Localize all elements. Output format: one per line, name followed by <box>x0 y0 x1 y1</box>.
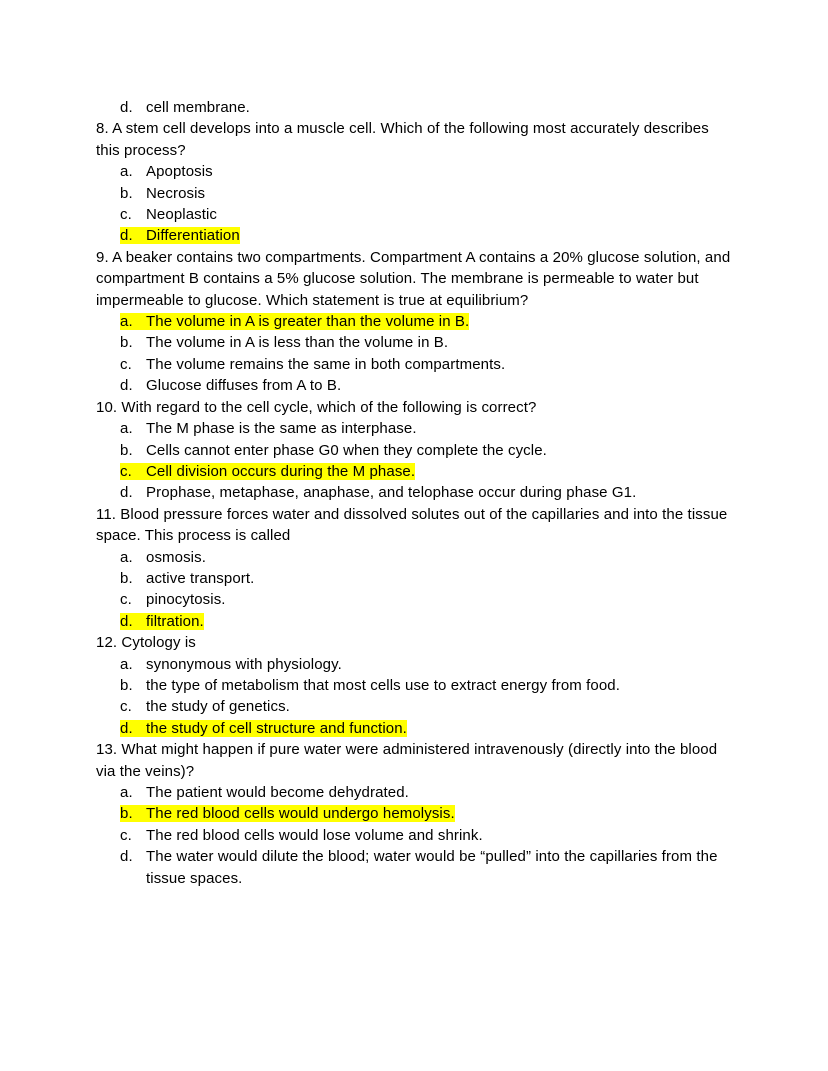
question-text: 8. A stem cell develops into a muscle cell. Which of the following most accurately describes this process? <box>96 120 709 159</box>
answer-option <box>120 698 290 715</box>
option-text: Differentiation <box>146 227 240 245</box>
answer-option <box>120 677 620 694</box>
option-row <box>96 375 732 396</box>
option-text: Neoplastic <box>146 206 218 224</box>
option-text: filtration. <box>146 612 204 630</box>
answer-option <box>120 163 213 180</box>
answer-option <box>120 656 342 673</box>
option-letter: b. <box>120 334 133 352</box>
highlighted-answer <box>120 613 204 630</box>
answer-option <box>120 827 483 844</box>
option-row <box>96 204 732 225</box>
option-text: The volume in A is less than the volume in B. <box>146 334 449 352</box>
option-text: pinocytosis. <box>146 591 226 609</box>
option-letter: b. <box>120 805 133 823</box>
option-row <box>96 675 732 696</box>
option-letter: c. <box>120 826 132 844</box>
option-row <box>96 846 732 889</box>
option-letter: d. <box>120 99 133 116</box>
option-row <box>96 611 732 632</box>
answer-option <box>120 334 448 351</box>
answer-option <box>120 848 718 886</box>
option-row <box>96 225 732 246</box>
option-text: osmosis. <box>146 548 206 566</box>
option-letter: c. <box>120 355 132 373</box>
question-text: 12. Cytology is <box>96 634 196 652</box>
option-text: The volume remains the same in both compartments. <box>146 355 506 373</box>
option-text: The M phase is the same as interphase. <box>146 420 417 438</box>
option-text: Necrosis <box>146 184 206 202</box>
question-text: 13. What might happen if pure water were administered intravenously (directly into the blood via the veins)? <box>96 741 718 780</box>
option-row <box>96 696 732 717</box>
option-letter: d. <box>120 848 133 866</box>
option-text: synonymous with physiology. <box>146 655 342 673</box>
option-letter: c. <box>120 698 132 716</box>
option-letter: b. <box>120 441 133 459</box>
option-letter: b. <box>120 569 133 587</box>
highlighted-answer <box>120 463 415 480</box>
option-row <box>96 654 732 675</box>
question-text: 9. A beaker contains two compartments. Compartment A contains a 20% glucose solution, and compartment B contains a 5% glucose solution. The membrane is permeable to water but impermeable to glucose. Which statement is true at equilibrium? <box>96 248 731 309</box>
highlighted-answer <box>120 720 407 737</box>
option-letter: d. <box>120 719 133 737</box>
answer-option <box>120 484 636 501</box>
option-row <box>96 461 732 482</box>
option-text: The red blood cells would undergo hemolysis. <box>146 805 455 823</box>
option-letter: c. <box>120 206 132 224</box>
option-text: The red blood cells would lose volume and shrink. <box>146 826 483 844</box>
option-text: active transport. <box>146 569 255 587</box>
option-text: The patient would become dehydrated. <box>146 784 409 801</box>
option-text: The water would dilute the blood; water would be “pulled” into the capillaries from the tissue spaces. <box>146 848 718 887</box>
option-text: the type of metabolism that most cells use to extract energy from food. <box>146 676 620 694</box>
option-row <box>96 547 732 568</box>
question-text: 11. Blood pressure forces water and dissolved solutes out of the capillaries and into the tissue space. This process is called <box>96 505 728 545</box>
option-row <box>96 183 732 204</box>
highlighted-answer <box>120 227 240 244</box>
option-row <box>96 418 732 439</box>
question-text: 10. With regard to the cell cycle, which of the following is correct? <box>96 398 537 416</box>
answer-option <box>120 784 409 801</box>
option-row <box>96 440 732 461</box>
option-letter: d. <box>120 377 133 395</box>
option-text: The volume in A is greater than the volume in B. <box>146 313 470 331</box>
option-text: Apoptosis <box>146 163 213 181</box>
option-letter: a. <box>120 163 133 181</box>
answer-option <box>120 570 254 587</box>
option-text: Prophase, metaphase, anaphase, and telophase occur during phase G1. <box>146 484 637 502</box>
option-text: the study of genetics. <box>146 698 290 716</box>
option-letter: d. <box>120 227 133 245</box>
option-row <box>96 311 732 332</box>
highlighted-answer <box>120 805 455 822</box>
answer-option <box>120 377 341 394</box>
answer-option <box>120 356 505 373</box>
option-row <box>96 718 732 739</box>
option-letter: d. <box>120 484 133 502</box>
document-page <box>96 97 732 889</box>
option-letter: d. <box>120 612 133 630</box>
option-letter: b. <box>120 184 133 202</box>
option-letter: c. <box>120 462 132 480</box>
answer-option <box>120 99 250 116</box>
option-text: the study of cell structure and function. <box>146 719 407 737</box>
option-letter: c. <box>120 591 132 609</box>
option-row <box>96 161 732 182</box>
option-text: Glucose diffuses from A to B. <box>146 377 342 395</box>
option-letter: a. <box>120 655 133 673</box>
option-letter: a. <box>120 420 133 438</box>
option-row <box>96 568 732 589</box>
option-row <box>96 589 732 610</box>
answer-option <box>120 206 217 223</box>
option-row <box>96 482 732 503</box>
option-row <box>96 97 732 118</box>
option-row <box>96 782 732 803</box>
option-row <box>96 803 732 824</box>
option-row <box>96 332 732 353</box>
answer-option <box>120 549 206 566</box>
option-letter: a. <box>120 784 133 801</box>
option-row <box>96 825 732 846</box>
option-letter: a. <box>120 548 133 566</box>
option-letter: b. <box>120 676 133 694</box>
answer-option <box>120 420 417 437</box>
highlighted-answer <box>120 313 469 330</box>
option-text: Cell division occurs during the M phase. <box>146 462 416 480</box>
option-text: cell membrane. <box>146 99 250 116</box>
answer-option <box>120 185 205 202</box>
option-letter: a. <box>120 313 133 331</box>
answer-option <box>120 591 226 608</box>
answer-option <box>120 442 547 459</box>
option-row <box>96 354 732 375</box>
option-text: Cells cannot enter phase G0 when they complete the cycle. <box>146 441 547 459</box>
